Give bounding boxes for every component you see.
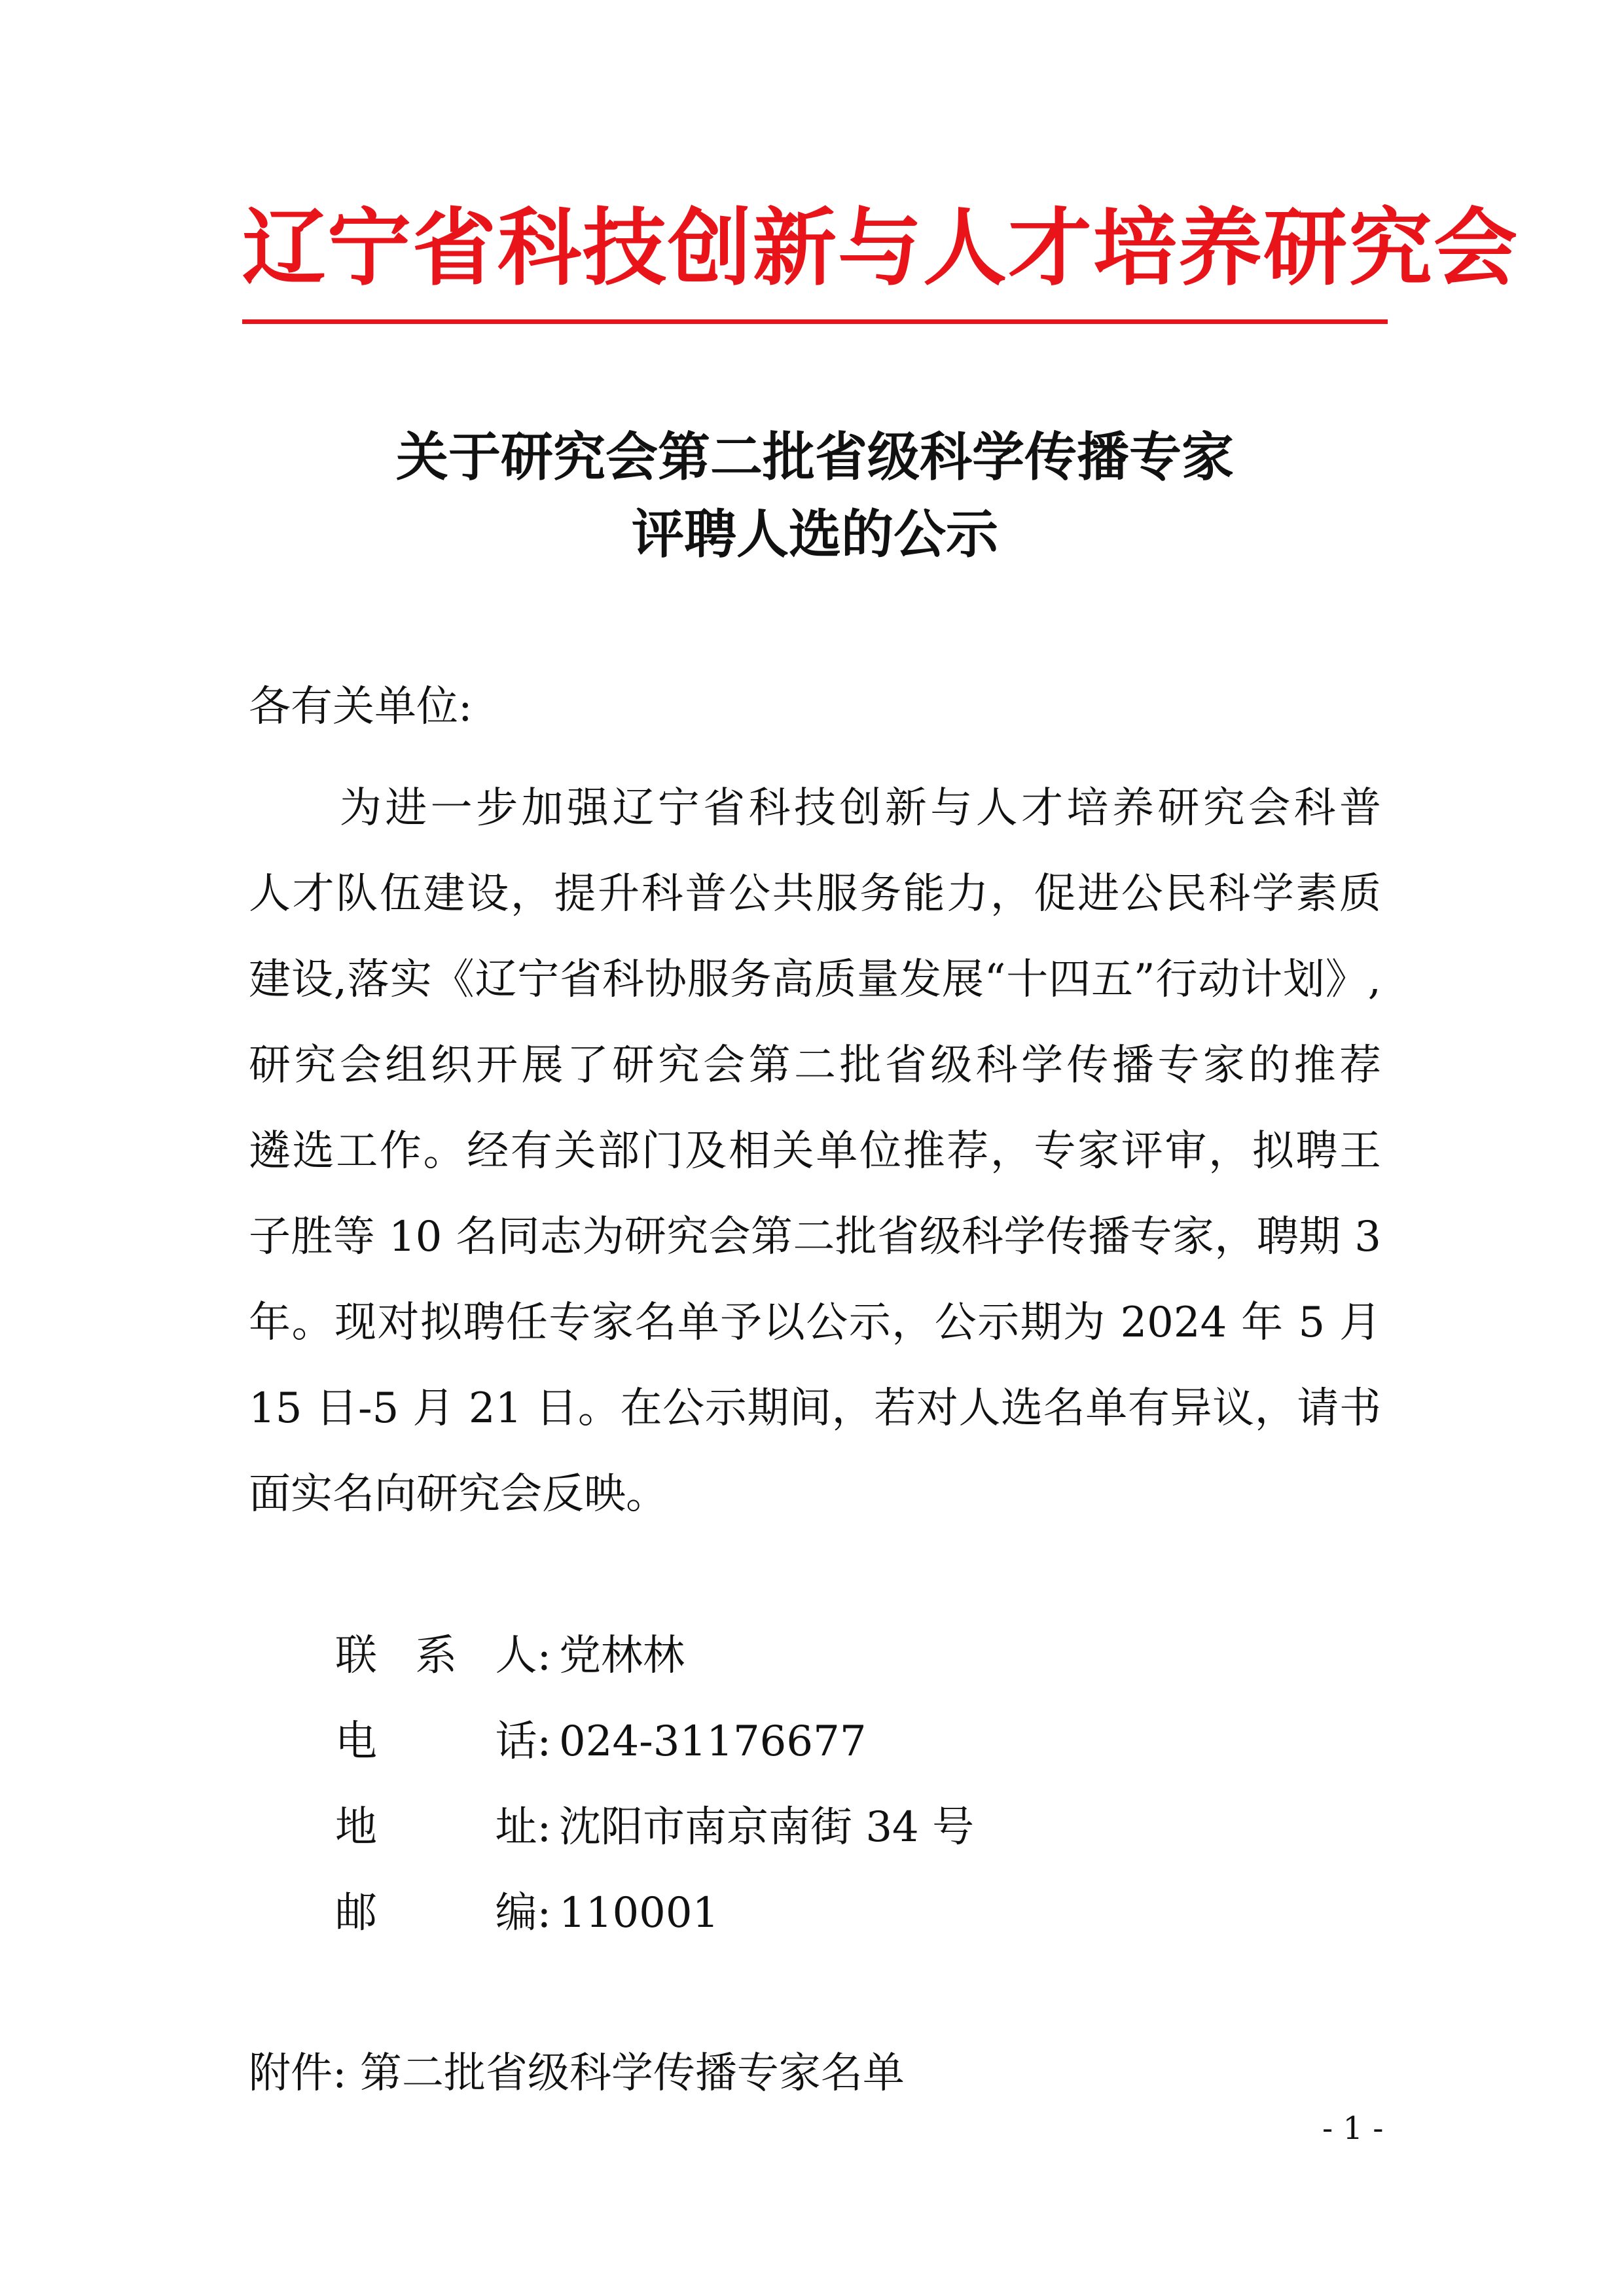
contact-address-label: 地 址: [335,1803,551,1852]
title-line-2: 评聘人选的公示 [632,504,998,565]
body-line: 为进一步加强辽宁省科技创新与人才培养研究会科普 [249,784,1381,833]
body-line: 年。现对拟聘任专家名单予以公示，公示期为 2024 年 5 月 [249,1299,1381,1347]
header-red-rule [242,319,1388,324]
body-line: 人才队伍建设，提升科普公共服务能力，促进公民科学素质 [249,870,1381,918]
page-number: - 1 - [1322,2110,1384,2147]
contact-block [335,1630,974,1973]
body-line: 研究会组织开展了研究会第二批省级科学传播专家的推荐 [249,1041,1381,1090]
contact-postcode-row [335,1887,974,1973]
contact-address-value: 沈阳市南京南街 34 号 [559,1803,975,1852]
contact-phone-label: 电 话: [335,1717,551,1766]
contact-person-label: 联 系 人: [335,1632,551,1680]
document-title [242,419,1388,573]
contact-postcode-value: 110001 [559,1889,719,1937]
contact-phone-value: 024-31176677 [559,1717,867,1766]
contact-postcode-label: 邮 编: [335,1889,551,1937]
contact-person-value: 党林林 [559,1632,685,1680]
title-line-1: 关于研究会第二批省级科学传播专家 [396,427,1234,488]
body-line: 面实名向研究会反映。 [249,1470,668,1518]
attachment-note: 附件: 第二批省级科学传播专家名单 [249,2049,905,2098]
body-line: 建设,落实《辽宁省科协服务高质量发展“十四五”行动计划》, [249,956,1381,1004]
body-paragraph [249,766,1381,1537]
contact-person-row [335,1630,974,1715]
body-line: 子胜等 10 名同志为研究会第二批省级科学传播专家，聘期 3 [249,1213,1381,1261]
organization-header: 辽宁省科技创新与人才培养研究会 [242,200,1519,297]
salutation: 各有关单位: [249,683,473,731]
contact-phone-row [335,1715,974,1801]
contact-address-row [335,1801,974,1887]
body-line: 遴选工作。经有关部门及相关单位推荐，专家评审，拟聘王 [249,1127,1381,1175]
body-line: 15 日-5 月 21 日。在公示期间，若对人选名单有异议，请书 [249,1384,1381,1433]
